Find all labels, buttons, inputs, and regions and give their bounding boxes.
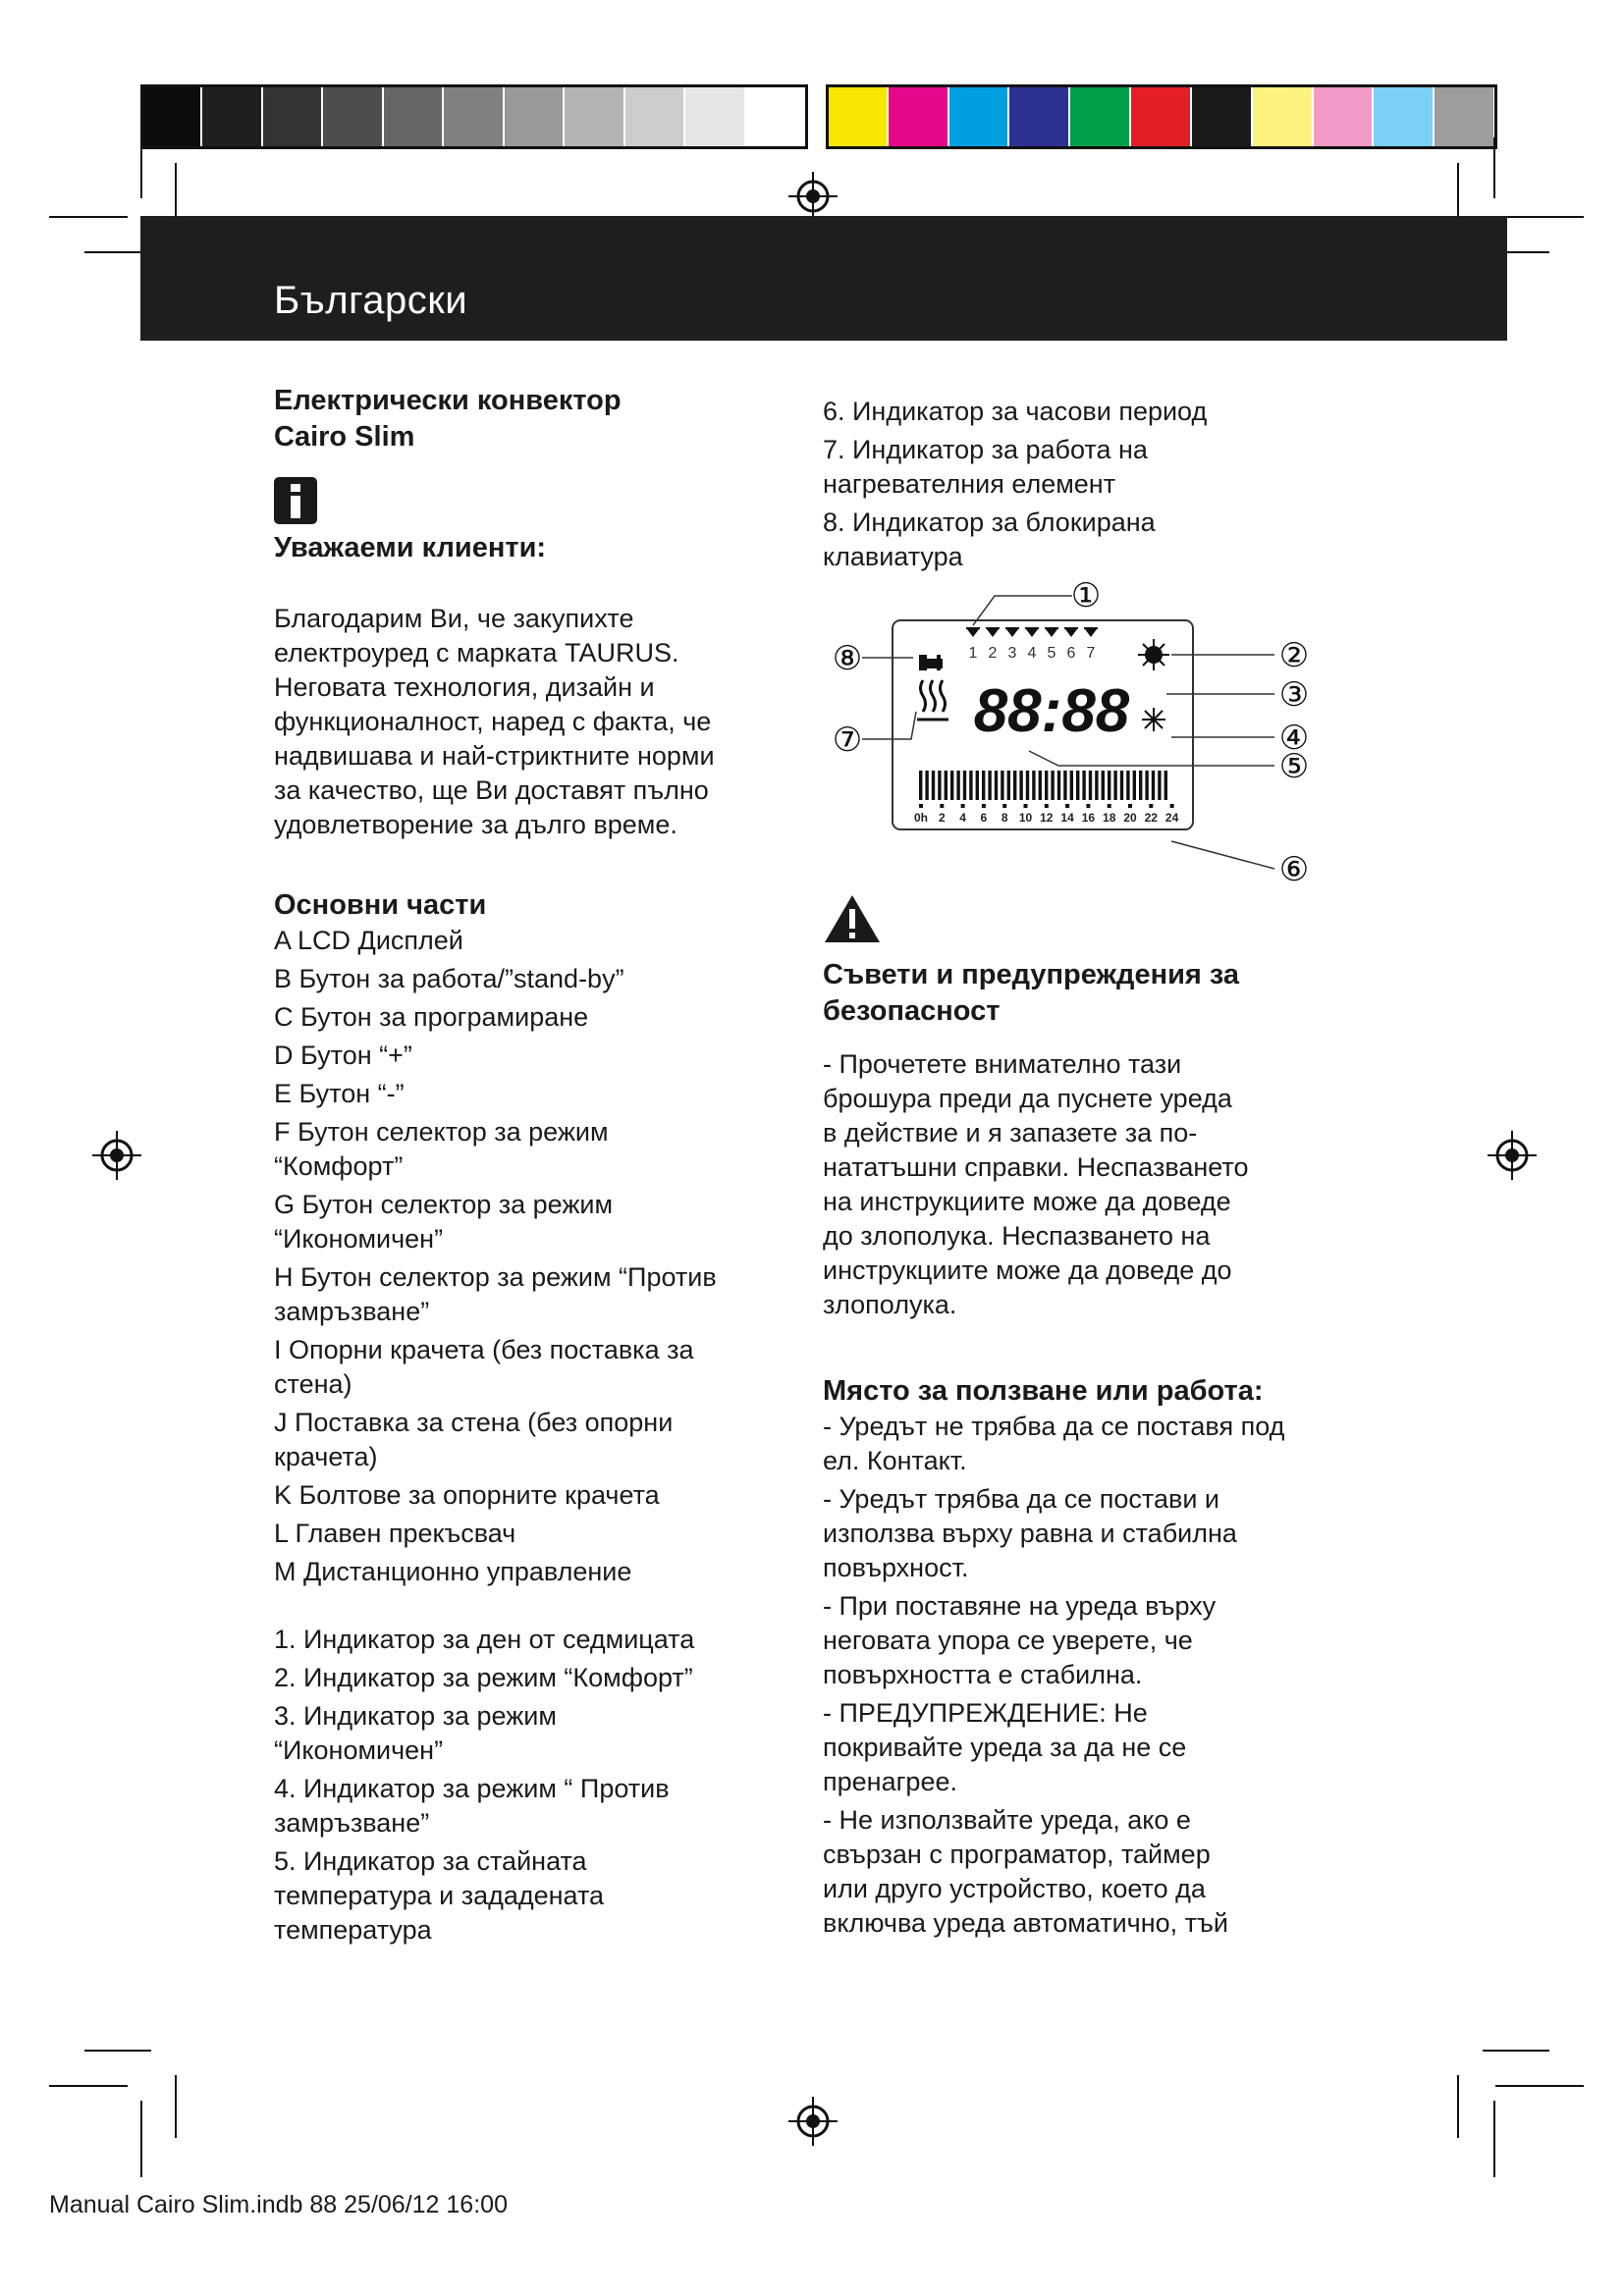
gray-scale-frame: [140, 84, 808, 149]
place-item-line: неговата упора се уверете, че: [823, 1626, 1193, 1655]
right-column: [823, 395, 1333, 574]
temperature-digits: 88:88: [973, 677, 1130, 745]
crop-mark: [1495, 2085, 1584, 2087]
hour-bar: [1089, 771, 1092, 800]
part-item-line: K Болтове за опорните крачета: [274, 1480, 660, 1510]
safety-line: в действие и я запазете за по-: [823, 1118, 1198, 1148]
crop-mark: [49, 2085, 128, 2087]
registration-mark-left: [92, 1131, 141, 1180]
day-label: 7: [1086, 645, 1096, 662]
hour-dot: [940, 804, 944, 808]
indicator-item-line: 1. Индикатор за ден от седмицата: [274, 1625, 695, 1654]
hour-label: 0h: [913, 811, 929, 825]
hour-bar: [1145, 771, 1148, 800]
hour-label: 24: [1164, 811, 1179, 825]
crop-mark: [1457, 2075, 1459, 2138]
indicator-item: [823, 395, 1333, 429]
hour-bar: [1158, 771, 1161, 800]
crop-mark: [84, 2050, 151, 2052]
part-item: [274, 924, 785, 958]
hour-bar: [1095, 771, 1098, 800]
registration-mark-right: [1488, 1131, 1537, 1180]
place-item-line: - ПРЕДУПРЕЖДЕНИЕ: Не: [823, 1698, 1148, 1728]
place-item-line: или друго устройство, което да: [823, 1874, 1206, 1903]
indicator-item: [274, 1661, 785, 1695]
part-item-line: D Бутон “+”: [274, 1041, 412, 1070]
hour-bar: [945, 771, 947, 800]
part-item: [274, 1555, 785, 1589]
hour-bar: [1039, 771, 1042, 800]
hour-dot: [1024, 804, 1028, 808]
left-column: [274, 383, 785, 1948]
safety-line: злополука.: [823, 1290, 957, 1319]
hour-bar: [1126, 771, 1129, 800]
intro-line: удовлетворение за дълго време.: [274, 810, 677, 839]
hour-dot: [1108, 804, 1111, 808]
indicator-item-line: 5. Индикатор за стайната: [274, 1846, 587, 1876]
hour-bar: [995, 771, 998, 800]
hour-label: 22: [1144, 811, 1158, 825]
day-label: 2: [988, 645, 998, 662]
hour-label: 14: [1060, 811, 1074, 825]
callout-8: ⑧: [832, 640, 863, 677]
part-item: [274, 1115, 785, 1184]
hour-bar: [1051, 771, 1054, 800]
part-item: [274, 1517, 785, 1551]
print-slug: Manual Cairo Slim.indb 88 25/06/12 16:00: [49, 2191, 508, 2218]
hour-bar: [1120, 771, 1123, 800]
product-title: Електрически конвектор: [274, 385, 622, 416]
safety-line: нататъшни справки. Неспазването: [823, 1152, 1249, 1182]
hour-label: 8: [1001, 811, 1008, 825]
day-label: 1: [968, 645, 978, 662]
language-title: Български: [274, 279, 468, 322]
hour-bar: [1007, 771, 1010, 800]
part-item: [274, 1039, 785, 1073]
intro-line: електроуред с марката TAURUS.: [274, 638, 679, 667]
place-heading: Място за ползване или работа:: [823, 1375, 1264, 1407]
indicator-item: [274, 1623, 785, 1657]
day-label: 3: [1007, 645, 1017, 662]
place-item: [823, 1482, 1333, 1585]
indicator-item-line: температура и зададената: [274, 1881, 605, 1910]
hour-label: 2: [938, 811, 946, 825]
part-item-line: F Бутон селектор за режим: [274, 1117, 609, 1147]
hour-bar: [1013, 771, 1016, 800]
safety-line: - Прочетете внимателно тази: [823, 1049, 1182, 1079]
indicator-item: [823, 433, 1333, 502]
hour-bar: [1113, 771, 1116, 800]
place-item: [823, 1589, 1333, 1692]
hour-bar: [950, 771, 953, 800]
hour-bar: [1102, 771, 1105, 800]
hour-label: 10: [1018, 811, 1033, 825]
right-column-lower: [823, 893, 1333, 1941]
indicator-item-line: 4. Индикатор за режим “ Против: [274, 1774, 670, 1803]
intro-line: функционалност, наред с факта, че: [274, 707, 712, 736]
parts-list: [274, 924, 785, 1589]
hour-bar: [1133, 771, 1136, 800]
place-item-line: пренагрее.: [823, 1767, 957, 1796]
indicator-item: [274, 1699, 785, 1768]
place-item-line: - Уредът не трябва да се поставя под: [823, 1412, 1285, 1441]
part-item-line: B Бутон за работа/”stand-by”: [274, 964, 624, 993]
place-item-line: - Не използвайте уреда, ако е: [823, 1805, 1191, 1835]
hour-label: 18: [1103, 811, 1116, 825]
hour-label: 6: [980, 811, 988, 825]
hour-bar: [925, 771, 928, 800]
indicator-item-line: 6. Индикатор за часови период: [823, 397, 1208, 426]
warning-icon: [823, 893, 882, 944]
hour-label: 16: [1081, 811, 1096, 825]
hour-dot: [919, 804, 923, 808]
intro-line: Неговата технология, дизайн и: [274, 672, 655, 702]
hour-bar: [1108, 771, 1110, 800]
indicator-item: [274, 1772, 785, 1841]
hour-dot: [1002, 804, 1006, 808]
hour-bar: [1001, 771, 1003, 800]
place-item-line: повърхността е стабилна.: [823, 1660, 1143, 1689]
part-item: [274, 1077, 785, 1111]
info-icon: [274, 477, 317, 524]
callout-1: ①: [1070, 577, 1102, 614]
place-item-line: повърхност.: [823, 1553, 969, 1582]
safety-line: инструкциите може да доведе до: [823, 1255, 1232, 1285]
safety-line: на инструкциите може да доведе: [823, 1187, 1231, 1216]
hour-bar: [938, 771, 941, 800]
part-item-line: “Икономичен”: [274, 1224, 444, 1254]
part-item-line: C Бутон за програмиране: [274, 1002, 589, 1032]
hour-dot: [1086, 804, 1090, 808]
hour-bar: [969, 771, 972, 800]
indicator-item-line: “Икономичен”: [274, 1735, 444, 1765]
crop-mark: [140, 2101, 142, 2177]
place-list: [823, 1410, 1333, 1941]
intro-line: за качество, ще Ви доставят пълно: [274, 775, 709, 805]
part-item: [274, 1000, 785, 1035]
indicator-item-line: 8. Индикатор за блокирана: [823, 507, 1156, 537]
callout-7: ⑦: [832, 721, 863, 759]
hour-dot: [961, 804, 965, 808]
indicator-list: [274, 1623, 785, 1948]
hour-dot: [1149, 804, 1153, 808]
hour-bar: [1026, 771, 1029, 800]
indicator-item-line: температура: [274, 1915, 432, 1945]
part-item: [274, 1188, 785, 1256]
hour-dot: [1045, 804, 1049, 808]
part-item: [274, 1333, 785, 1402]
part-item-line: M Дистанционно управление: [274, 1557, 632, 1586]
indicator-item-line: клавиатура: [823, 542, 963, 571]
safety-line: до злополука. Неспазването на: [823, 1221, 1211, 1251]
hour-bar: [1076, 771, 1079, 800]
indicator-list-continued: [823, 395, 1333, 574]
day-label: 5: [1047, 645, 1056, 662]
hour-dot: [1128, 804, 1132, 808]
place-item: [823, 1696, 1333, 1799]
indicator-item: [274, 1844, 785, 1948]
hour-dot: [1170, 804, 1174, 808]
process-color-frame: [826, 84, 1497, 149]
part-item-line: H Бутон селектор за режим “Против: [274, 1262, 717, 1292]
part-item-line: E Бутон “-”: [274, 1079, 405, 1108]
day-label: 6: [1066, 645, 1076, 662]
safety-heading-2: безопасност: [823, 995, 1001, 1027]
hour-bar: [988, 771, 991, 800]
hour-dot: [982, 804, 986, 808]
safety-heading: Съвети и предупреждения за: [823, 959, 1240, 990]
hour-bar: [976, 771, 979, 800]
part-item: [274, 962, 785, 996]
part-item: [274, 1406, 785, 1474]
callout-4: ④: [1278, 720, 1310, 757]
hour-bar: [982, 771, 985, 800]
indicator-item-line: замръзване”: [274, 1808, 430, 1838]
crop-mark: [1495, 216, 1584, 218]
callout-6: ⑥: [1278, 851, 1310, 888]
hour-bar: [1057, 771, 1060, 800]
crop-mark: [140, 137, 142, 198]
hour-bar: [1082, 771, 1085, 800]
part-item-line: замръзване”: [274, 1297, 430, 1326]
callout-2: ②: [1278, 637, 1310, 674]
hour-label: 4: [959, 811, 966, 825]
part-item: [274, 1478, 785, 1513]
indicator-item-line: 7. Индикатор за работа на: [823, 435, 1148, 464]
safety-paragraph: [823, 1047, 1333, 1322]
place-item: [823, 1410, 1333, 1478]
part-item-line: A LCD Дисплей: [274, 926, 463, 955]
registration-mark-top: [788, 172, 838, 221]
hour-bar: [919, 771, 922, 800]
hour-label: 12: [1040, 811, 1054, 825]
crop-mark: [175, 2075, 177, 2138]
hour-bar: [1152, 771, 1155, 800]
place-item-line: - Уредът трябва да се постави и: [823, 1484, 1220, 1514]
part-item: [274, 1260, 785, 1329]
safety-line: брошура преди да пуснете уреда: [823, 1084, 1232, 1113]
crop-mark: [49, 216, 128, 218]
part-item-line: крачета): [274, 1442, 378, 1471]
part-item-line: “Комфорт”: [274, 1151, 404, 1181]
hour-label: 20: [1123, 811, 1137, 825]
place-item-line: - При поставяне на уреда върху: [823, 1591, 1217, 1621]
hour-bar: [1070, 771, 1073, 800]
place-item-line: включва уреда автоматично, тъй: [823, 1908, 1229, 1938]
crop-mark: [1493, 137, 1495, 198]
indicator-item: [823, 506, 1333, 574]
part-item-line: G Бутон селектор за режим: [274, 1190, 614, 1219]
registration-mark-bottom: [788, 2097, 838, 2146]
intro-paragraph: [274, 602, 785, 842]
indicator-item-line: нагревателния елемент: [823, 469, 1116, 499]
intro-line: Благодарим Ви, че закупихте: [274, 604, 634, 633]
part-item-line: I Опорни крачета (без поставка за: [274, 1335, 694, 1364]
part-item-line: стена): [274, 1369, 352, 1399]
hour-bar: [1063, 771, 1066, 800]
callout-3: ③: [1278, 676, 1310, 714]
place-item-line: използва върху равна и стабилна: [823, 1519, 1237, 1548]
product-model: Cairo Slim: [274, 421, 415, 453]
place-item-line: покривайте уреда за да не се: [823, 1733, 1187, 1762]
frost-snowflake-icon: [1142, 708, 1165, 731]
hour-dot: [1065, 804, 1069, 808]
lcd-display-diagram: [823, 574, 1333, 888]
indicator-item-line: 3. Индикатор за режим: [274, 1701, 557, 1731]
crop-mark: [1493, 2101, 1495, 2177]
part-item-line: L Главен прекъсвач: [274, 1519, 516, 1548]
place-item-line: ел. Контакт.: [823, 1446, 967, 1475]
hour-bar: [956, 771, 959, 800]
hour-bar: [963, 771, 966, 800]
parts-heading: Основни части: [274, 889, 487, 921]
crop-mark: [1483, 2050, 1549, 2052]
intro-line: надвишава и най-стриктните норми: [274, 741, 715, 771]
place-item-line: свързан с програматор, таймер: [823, 1840, 1211, 1869]
indicator-item-line: 2. Индикатор за режим “Комфорт”: [274, 1663, 693, 1692]
day-label: 4: [1027, 645, 1037, 662]
hour-bar: [1164, 771, 1167, 800]
hour-bar: [1019, 771, 1022, 800]
callout-5: ⑤: [1278, 748, 1310, 785]
greeting-heading: Уважаеми клиенти:: [274, 532, 547, 563]
hour-bar: [932, 771, 935, 800]
hour-bar: [1045, 771, 1048, 800]
part-item-line: J Поставка за стена (без опорни: [274, 1408, 674, 1437]
hour-bar: [1139, 771, 1142, 800]
hour-bar: [1032, 771, 1035, 800]
place-item: [823, 1803, 1333, 1941]
